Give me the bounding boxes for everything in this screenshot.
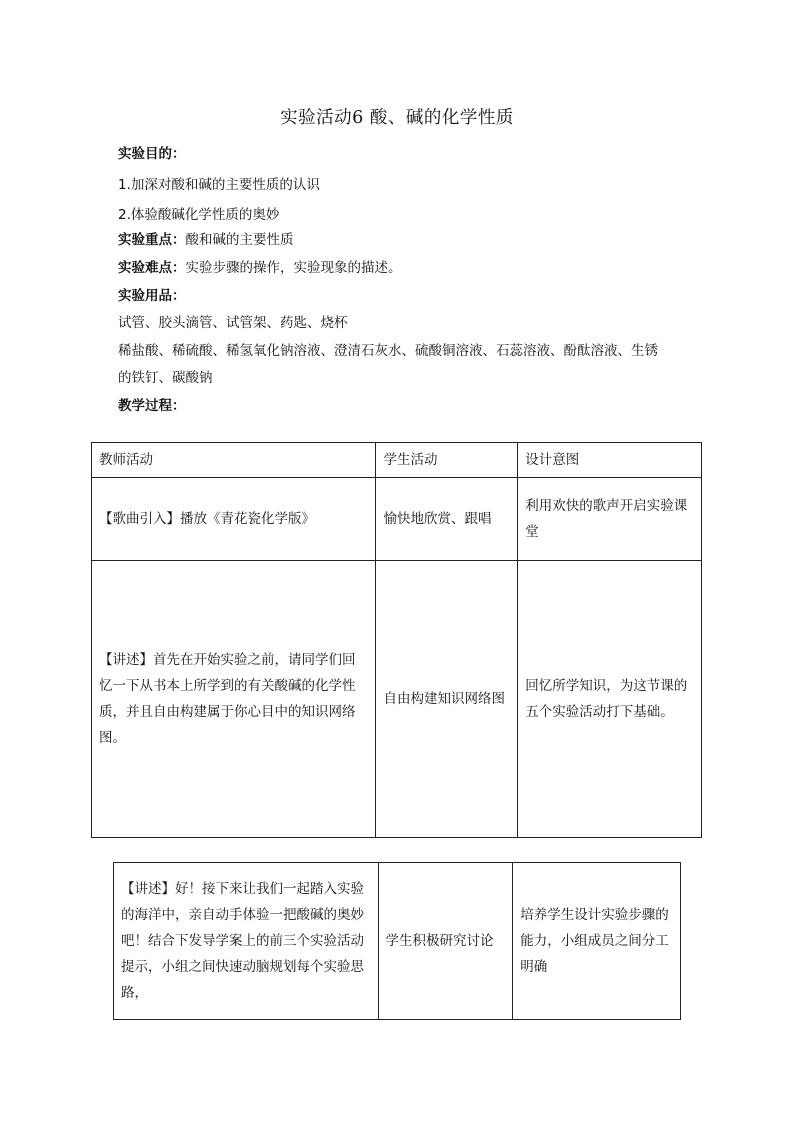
teacher-activity: 【歌曲引入】播放《青花瓷化学版》	[92, 478, 376, 561]
student-activity: 自由构建知识网络图	[376, 561, 518, 838]
process-label: 教学过程：	[118, 398, 186, 414]
focus-line	[118, 229, 294, 251]
purpose-item-2: 2.体验酸碱化学性质的奥妙	[118, 207, 280, 223]
table-row	[92, 561, 702, 838]
design-intent: 培养学生设计实验步骤的能力，小组成员之间分工明确	[513, 863, 681, 1020]
difficulty-label: 实验难点：	[118, 260, 186, 276]
supplies-line-3: 的铁钉、碳酸钠	[118, 370, 213, 386]
header-student: 学生活动	[376, 443, 518, 478]
purpose-item-1: 1.加深对酸和碱的主要性质的认识	[118, 177, 320, 193]
header-teacher: 教师活动	[92, 443, 376, 478]
supplies-line-2: 稀盐酸、稀硫酸、稀氢氧化钠溶液、澄清石灰水、硫酸铜溶液、石蕊溶液、酚酞溶液、生锈	[118, 343, 658, 359]
table-row	[114, 863, 681, 1020]
table-row	[92, 478, 702, 561]
student-activity: 愉快地欣赏、跟唱	[376, 478, 518, 561]
difficulty-text: 实验步骤的操作，实验现象的描述。	[185, 260, 402, 276]
header-intent: 设计意图	[518, 443, 702, 478]
difficulty-line	[118, 257, 402, 279]
lesson-table	[91, 442, 702, 838]
design-intent: 回忆所学知识，为这节课的五个实验活动打下基础。	[518, 561, 702, 838]
student-activity: 学生积极研究讨论	[378, 863, 513, 1020]
teacher-activity: 【讲述】好！接下来让我们一起踏入实验的海洋中，亲自动手体验一把酸碱的奥妙吧！结合下发导学案上的前三个实验活动提示，小组之间快速动脑规划每个实验思路，	[114, 863, 379, 1020]
supplies-line-1: 试管、胶头滴管、试管架、药匙、烧杯	[118, 315, 348, 331]
purpose-label: 实验目的：	[118, 146, 186, 162]
page-title: 实验活动6 酸、碱的化学性质	[280, 108, 514, 128]
table-header-row	[92, 443, 702, 478]
supplies-label: 实验用品：	[118, 288, 186, 304]
design-intent: 利用欢快的歌声开启实验课堂	[518, 478, 702, 561]
teacher-activity: 【讲述】首先在开始实验之前，请同学们回忆一下从书本上所学到的有关酸碱的化学性质，并且自由构建属于你心目中的知识网络图。	[92, 561, 376, 838]
focus-label: 实验重点：	[118, 232, 186, 248]
focus-text: 酸和碱的主要性质	[185, 232, 294, 248]
lesson-table-continued	[113, 862, 681, 1020]
